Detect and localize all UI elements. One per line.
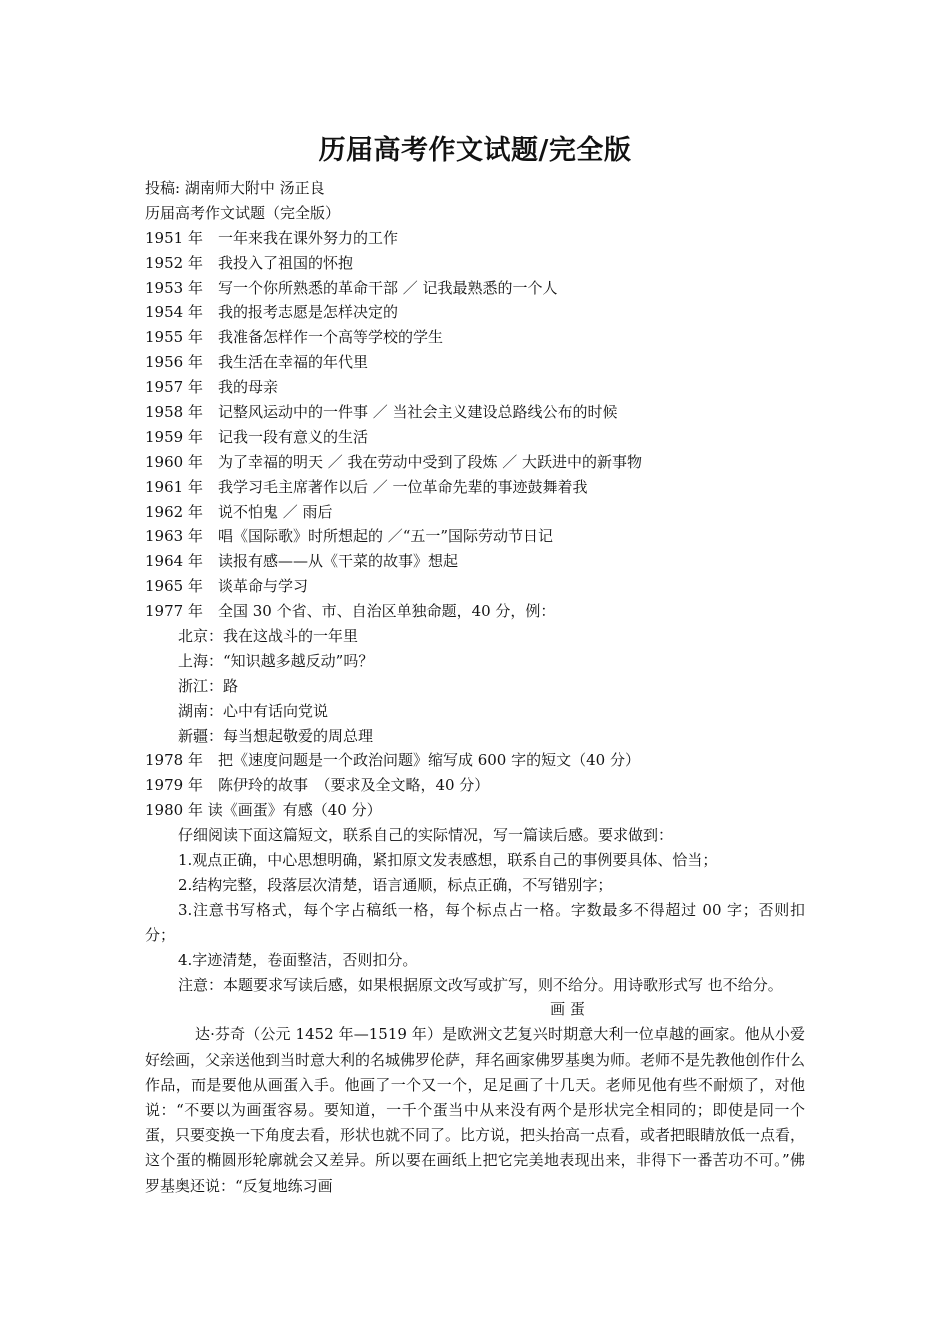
document-body [145, 176, 810, 1199]
year-entry: 1964 年 读报有感——从《干菜的故事》想起 [145, 552, 458, 571]
year-entry: 1952 年 我投入了祖国的怀抱 [145, 253, 353, 272]
year-entry: 1965 年 谈革命与学习 [145, 577, 308, 596]
region-entry: 上海：“知识越多越反动”吗？ [178, 651, 374, 670]
year-entry: 1954 年 我的报考志愿是怎样决定的 [145, 303, 398, 322]
essay-body: 达·芬奇（公元 1452 年—1519 年）是欧洲文艺复兴时期意大利一位卓越的画家。他从小爱好绘画，父亲送他到当时意大利的名城佛罗伦萨，拜名画家佛罗基奥为师。老师不是先教他创作什么作品，而是要他从画蛋入手。他画了一个又一个，足足画了十几天。老师见他有些不耐烦了，对他说：“不要以为画蛋容易。要知道，一千个蛋当中从来没有两个是形状完全相同的；即使是同一个蛋，只要变换一下角度去看，形状也就不同了。比方说，把头抬高一点看，或者把眼睛放低一点看，这个蛋的椭圆形轮廓就会又差异。所以要在画纸上把它完美地表现出来，非得下一番苦功不可。”佛罗基奥还说：“反复地练习画 [145, 1025, 806, 1195]
year-entry: 1960 年 为了幸福的明天 ／ 我在劳动中受到了段炼 ／ 大跃进中的新事物 [145, 452, 643, 471]
year-entry: 1962 年 说不怕鬼 ／ 雨后 [145, 502, 333, 521]
year-entry: 1955 年 我准备怎样作一个高等学校的学生 [145, 328, 443, 347]
note-paragraph: 注意：本题要求写读后感，如果根据原文改写或扩写，则不给分。用诗歌形式写 也不给分。 [178, 975, 783, 994]
year-entry: 1951 年 一年来我在课外努力的工作 [145, 228, 398, 247]
requirement-4: 4.字迹清楚，卷面整洁，否则扣分。 [178, 950, 418, 969]
year-entry: 1957 年 我的母亲 [145, 378, 278, 397]
instruction-line: 1.观点正确，中心思想明确，紧扣原文发表感想，联系自己的事例要具体、恰当； [178, 851, 718, 870]
year-entry: 1980 年 读《画蛋》有感（40 分） [145, 801, 382, 820]
year-entry: 1953 年 写一个你所熟悉的革命干部 ／ 记我最熟悉的一个人 [145, 278, 558, 297]
year-entry: 1961 年 我学习毛主席著作以后 ／ 一位革命先辈的事迹鼓舞着我 [145, 477, 588, 496]
year-entry: 1959 年 记我一段有意义的生活 [145, 427, 368, 446]
region-entry: 新疆：每当想起敬爱的周总理 [178, 726, 374, 745]
instruction-line: 仔细阅读下面这篇短文，联系自己的实际情况，写一篇读后感。要求做到： [178, 826, 674, 845]
region-entry: 浙江：路 [178, 676, 239, 695]
region-entry: 湖南：心中有话向党说 [178, 701, 329, 720]
region-entry: 北京：我在这战斗的一年里 [178, 627, 359, 646]
year-entry: 1956 年 我生活在幸福的年代里 [145, 353, 368, 372]
document-title: 历届高考作文试题/完全版 [318, 135, 632, 166]
instruction-line: 2.结构完整，段落层次清楚，语言通顺，标点正确，不写错别字； [178, 875, 613, 894]
year-entry: 1979 年 陈伊玲的故事 （要求及全文略，40 分） [145, 776, 490, 795]
subtitle: 历届高考作文试题（完全版） [145, 203, 341, 222]
year-entry: 1977 年 全国 30 个省、市、自治区单独命题，40 分，例： [145, 602, 556, 621]
year-entry: 1958 年 记整风运动中的一件事 ／ 当社会主义建设总路线公布的时候 [145, 403, 618, 422]
requirement-3: 3.注意书写格式，每个字占稿纸一格，每个标点占一格。字数最多不得超过 00 字；否则扣分； [145, 900, 805, 944]
year-entry: 1963 年 唱《国际歌》时所想起的 ／“五一”国际劳动节日记 [145, 527, 554, 546]
essay-title: 画 蛋 [550, 1000, 585, 1019]
year-entry: 1978 年 把《速度问题是一个政治问题》缩写成 600 字的短文（40 分） [145, 751, 640, 770]
byline: 投稿: 湖南师大附中 汤正良 [145, 179, 325, 197]
